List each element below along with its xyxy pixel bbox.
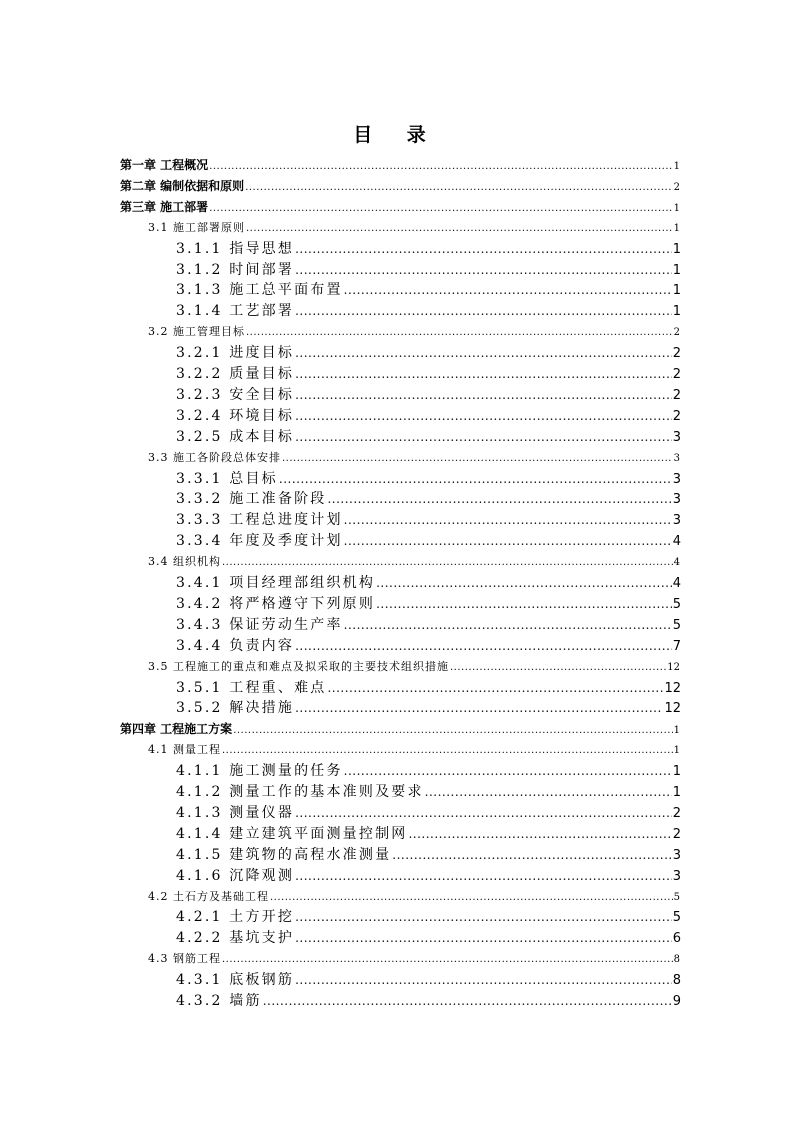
toc-entry-label: 3.4.3 保证劳动生产率 bbox=[176, 617, 343, 633]
toc-dot-leader bbox=[376, 573, 672, 594]
toc-dot-leader bbox=[246, 219, 673, 238]
toc-entry-label: 4.1.3 测量仪器 bbox=[176, 805, 295, 821]
toc-entry-sub[interactable] bbox=[176, 427, 681, 448]
toc-entry-sub[interactable] bbox=[176, 907, 681, 928]
toc-page-number: 3 bbox=[673, 453, 680, 464]
toc-entry-sub[interactable] bbox=[176, 260, 681, 281]
toc-dot-leader bbox=[263, 991, 672, 1012]
toc-dot-leader bbox=[222, 741, 673, 760]
toc-entry-label: 4.3.1 底板钢筋 bbox=[176, 972, 295, 988]
toc-entry-label: 第二章 编制依据和原则 bbox=[120, 179, 245, 193]
toc-dot-leader bbox=[295, 260, 672, 281]
toc-dot-leader bbox=[295, 907, 672, 928]
toc-entry-label: 3.5 工程施工的重点和难点及拟采取的主要技术组织措施 bbox=[148, 660, 449, 673]
toc-dot-leader bbox=[327, 489, 671, 510]
toc-page-number: 2 bbox=[672, 388, 681, 403]
toc-entry-sub[interactable] bbox=[176, 928, 681, 949]
toc-dot-leader bbox=[295, 343, 672, 364]
toc-page-number: 12 bbox=[664, 681, 681, 696]
toc-entry-sub[interactable] bbox=[176, 385, 681, 406]
toc-page-number: 4 bbox=[672, 534, 681, 549]
toc-dot-leader bbox=[222, 950, 673, 969]
toc-entry-sub[interactable] bbox=[176, 824, 681, 845]
toc-page-number: 1 bbox=[672, 263, 681, 278]
toc-entry-label: 3.4.4 负责内容 bbox=[176, 638, 295, 654]
toc-page-number: 2 bbox=[672, 827, 681, 842]
toc-page-number: 2 bbox=[672, 367, 681, 382]
toc-page-number: 8 bbox=[672, 973, 681, 988]
toc-page-number: 5 bbox=[672, 597, 681, 612]
toc-entry-section[interactable] bbox=[148, 740, 680, 760]
toc-dot-leader bbox=[279, 469, 672, 490]
toc-page-number: 7 bbox=[672, 639, 681, 654]
toc-page-number: 3 bbox=[672, 472, 681, 487]
toc-dot-leader bbox=[295, 385, 672, 406]
toc-page-number: 5 bbox=[672, 618, 681, 633]
toc-entry-sub[interactable] bbox=[176, 469, 681, 490]
toc-entry-sub[interactable] bbox=[176, 615, 681, 636]
toc-dot-leader bbox=[233, 721, 672, 739]
toc-entry-label: 第三章 施工部署 bbox=[120, 200, 209, 214]
toc-entry-label: 4.1.1 施工测量的任务 bbox=[176, 763, 343, 779]
toc-dot-leader bbox=[270, 888, 673, 907]
toc-dot-leader bbox=[209, 157, 672, 175]
toc-page-number: 1 bbox=[673, 725, 680, 736]
toc-entry-sub[interactable] bbox=[176, 761, 681, 782]
toc-dot-leader bbox=[209, 199, 672, 217]
toc-dot-leader bbox=[327, 678, 663, 699]
toc-dot-leader bbox=[222, 553, 673, 572]
toc-entry-label: 3.4 组织机构 bbox=[148, 555, 221, 568]
toc-page-number: 3 bbox=[672, 513, 681, 528]
toc-page-number: 1 bbox=[672, 242, 681, 257]
toc-entry-sub[interactable] bbox=[176, 970, 681, 991]
toc-page-number: 1 bbox=[672, 304, 681, 319]
toc-entry-label: 3.1.4 工艺部署 bbox=[176, 303, 295, 319]
toc-entry-section[interactable] bbox=[148, 887, 680, 907]
toc-entry-chapter[interactable] bbox=[120, 719, 680, 739]
toc-page-number: 12 bbox=[664, 701, 681, 716]
toc-entry-label: 3.4.2 将严格遵守下列原则 bbox=[176, 596, 376, 612]
toc-dot-leader bbox=[295, 698, 663, 719]
toc-entry-label: 4.1.4 建立建筑平面测量控制网 bbox=[176, 826, 408, 842]
toc-entry-sub[interactable] bbox=[176, 239, 681, 260]
toc-dot-leader bbox=[450, 658, 666, 677]
toc-page-number: 5 bbox=[672, 910, 681, 925]
toc-page-number: 2 bbox=[673, 182, 680, 193]
toc-dot-leader bbox=[295, 970, 672, 991]
toc-entry-label: 4.2.1 土方开挖 bbox=[176, 909, 295, 925]
toc-page-number: 3 bbox=[672, 848, 681, 863]
toc-entry-label: 第一章 工程概况 bbox=[120, 158, 209, 172]
toc-entry-section[interactable] bbox=[148, 552, 680, 572]
toc-title: 目 录 bbox=[353, 124, 440, 146]
toc-page-number: 2 bbox=[673, 327, 680, 338]
toc-entry-label: 4.1.5 建筑物的高程水准测量 bbox=[176, 847, 392, 863]
toc-entry-chapter[interactable] bbox=[120, 197, 680, 217]
toc-entry-label: 第四章 工程施工方案 bbox=[120, 722, 233, 736]
toc-dot-leader bbox=[295, 239, 672, 260]
toc-entry-label: 3.1 施工部署原则 bbox=[148, 221, 245, 234]
toc-page-number: 4 bbox=[673, 557, 680, 568]
toc-entry-sub[interactable] bbox=[176, 573, 681, 594]
toc-page-number: 3 bbox=[672, 430, 681, 445]
toc-dot-leader bbox=[246, 323, 673, 342]
toc-page-number: 2 bbox=[672, 346, 681, 361]
toc-entry-sub[interactable] bbox=[176, 678, 681, 699]
toc-entry-sub[interactable] bbox=[176, 698, 681, 719]
toc-dot-leader bbox=[344, 280, 672, 301]
toc-entry-label: 3.5.1 工程重、难点 bbox=[176, 680, 327, 696]
toc-entry-label: 4.2.2 基坑支护 bbox=[176, 930, 295, 946]
toc-dot-leader bbox=[295, 636, 672, 657]
toc-page-number: 9 bbox=[672, 994, 681, 1009]
toc-entry-label: 3.2.2 质量目标 bbox=[176, 366, 295, 382]
toc-dot-leader bbox=[408, 824, 671, 845]
toc-entry-sub[interactable] bbox=[176, 406, 681, 427]
toc-page-number: 1 bbox=[673, 745, 680, 756]
toc-dot-leader bbox=[392, 845, 671, 866]
toc-page-number: 12 bbox=[667, 662, 680, 673]
toc-dot-leader bbox=[295, 364, 672, 385]
toc-entry-label: 4.1 测量工程 bbox=[148, 743, 221, 756]
toc-entry-section[interactable] bbox=[148, 218, 680, 238]
toc-entry-sub[interactable] bbox=[176, 531, 681, 552]
toc-entry-label: 3.2.5 成本目标 bbox=[176, 429, 295, 445]
toc-entry-label: 3.2.1 进度目标 bbox=[176, 345, 295, 361]
toc-dot-leader bbox=[344, 510, 672, 531]
toc-dot-leader bbox=[295, 866, 672, 887]
toc-page-number: 3 bbox=[672, 869, 681, 884]
toc-entry-label: 4.1.2 测量工作的基本准则及要求 bbox=[176, 784, 424, 800]
toc-entry-sub[interactable] bbox=[176, 991, 681, 1012]
toc-entry-sub[interactable] bbox=[176, 280, 681, 301]
toc-dot-leader bbox=[295, 406, 672, 427]
toc-entry-label: 3.1.2 时间部署 bbox=[176, 262, 295, 278]
toc-entry-sub[interactable] bbox=[176, 866, 681, 887]
toc-entry-label: 3.2.4 环境目标 bbox=[176, 408, 295, 424]
toc-page-number: 1 bbox=[672, 785, 681, 800]
toc-entry-sub[interactable] bbox=[176, 301, 681, 322]
toc-page-number: 5 bbox=[673, 892, 680, 903]
toc-page-number: 4 bbox=[672, 576, 681, 591]
toc-entry-label: 3.4.1 项目经理部组织机构 bbox=[176, 575, 376, 591]
toc-entry-section[interactable] bbox=[148, 322, 680, 342]
toc-entry-sub[interactable] bbox=[176, 803, 681, 824]
toc-entry-label: 3.3.4 年度及季度计划 bbox=[176, 533, 343, 549]
toc-dot-leader bbox=[245, 178, 672, 196]
toc-dot-leader bbox=[282, 449, 673, 468]
toc-page-number: 1 bbox=[672, 283, 681, 298]
toc-entry-sub[interactable] bbox=[176, 594, 681, 615]
toc-entry-label: 3.1.1 指导思想 bbox=[176, 241, 295, 257]
toc-dot-leader bbox=[344, 531, 672, 552]
toc-entry-label: 3.3.1 总目标 bbox=[176, 471, 278, 487]
toc-dot-leader bbox=[295, 928, 672, 949]
toc-dot-leader bbox=[295, 427, 672, 448]
toc-entry-label: 3.3.3 工程总进度计划 bbox=[176, 512, 343, 528]
toc-dot-leader bbox=[295, 301, 672, 322]
toc-page-number: 2 bbox=[672, 409, 681, 424]
toc-entry-label: 3.5.2 解决措施 bbox=[176, 700, 295, 716]
toc-page-number: 1 bbox=[672, 764, 681, 779]
toc-entry-label: 4.1.6 沉降观测 bbox=[176, 868, 295, 884]
toc-entry-label: 3.1.3 施工总平面布置 bbox=[176, 282, 343, 298]
toc-page-number: 1 bbox=[673, 223, 680, 234]
toc-entry-label: 3.3.2 施工准备阶段 bbox=[176, 491, 327, 507]
toc-page-number: 6 bbox=[672, 931, 681, 946]
toc-entry-label: 3.2.3 安全目标 bbox=[176, 387, 295, 403]
toc-dot-leader bbox=[425, 782, 672, 803]
toc-entry-sub[interactable] bbox=[176, 845, 681, 866]
toc-dot-leader bbox=[376, 594, 672, 615]
toc-page-number: 1 bbox=[673, 203, 680, 214]
toc-page-number: 3 bbox=[672, 492, 681, 507]
toc-entry-sub[interactable] bbox=[176, 510, 681, 531]
toc-entry-sub[interactable] bbox=[176, 489, 681, 510]
toc-entry-section[interactable] bbox=[148, 657, 680, 677]
toc-entry-sub[interactable] bbox=[176, 782, 681, 803]
toc-dot-leader bbox=[344, 761, 672, 782]
toc-entry-section[interactable] bbox=[148, 949, 680, 969]
toc-entry-label: 4.2 土石方及基础工程 bbox=[148, 890, 269, 903]
toc-entry-chapter[interactable] bbox=[120, 176, 680, 196]
toc-entry-label: 4.3.2 墙筋 bbox=[176, 993, 262, 1009]
toc-page-number: 2 bbox=[672, 806, 681, 821]
toc-entry-label: 4.3 钢筋工程 bbox=[148, 952, 221, 965]
toc-entry-sub[interactable] bbox=[176, 343, 681, 364]
toc-entry-sub[interactable] bbox=[176, 364, 681, 385]
toc-page-number: 8 bbox=[673, 954, 680, 965]
toc-page-number: 1 bbox=[673, 161, 680, 172]
toc-entry-sub[interactable] bbox=[176, 636, 681, 657]
toc-entry-section[interactable] bbox=[148, 448, 680, 468]
toc-entry-chapter[interactable] bbox=[120, 155, 680, 175]
toc-entry-label: 3.3 施工各阶段总体安排 bbox=[148, 451, 281, 464]
toc-dot-leader bbox=[295, 803, 672, 824]
toc-dot-leader bbox=[344, 615, 672, 636]
toc-entry-label: 3.2 施工管理目标 bbox=[148, 325, 245, 338]
